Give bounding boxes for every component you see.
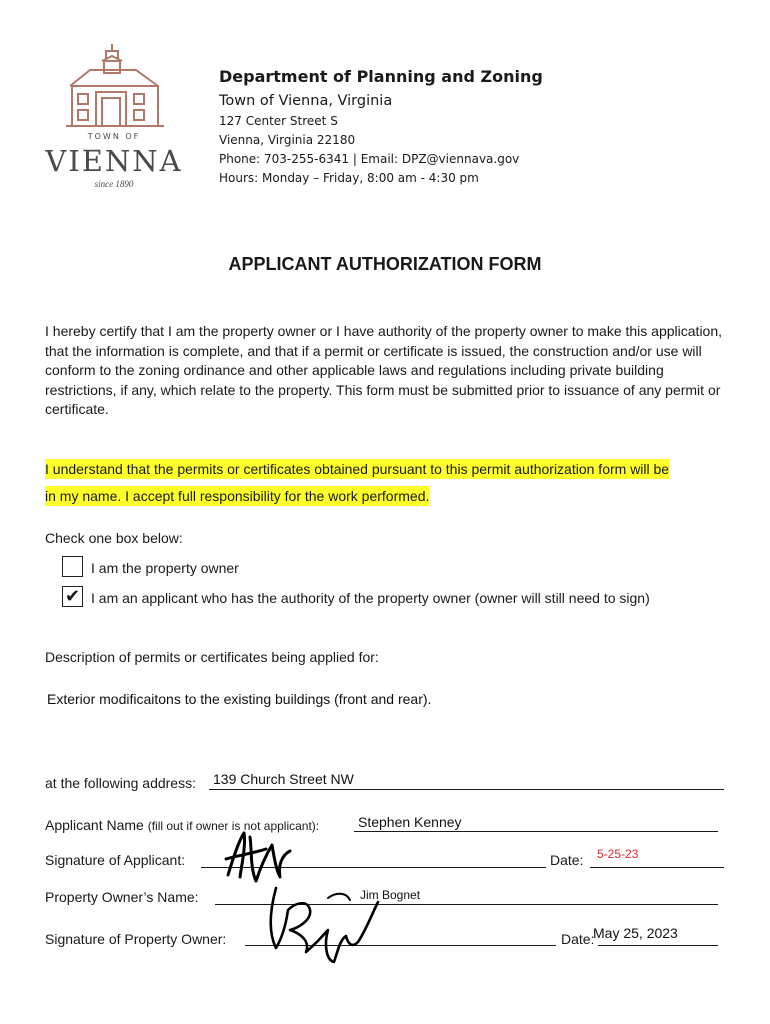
owner-name-field[interactable]: Jim Bognet <box>360 888 421 902</box>
address-street: 127 Center Street S <box>219 114 338 128</box>
contact-info: Phone: 703-255-6341 | Email: DPZ@viennava.gov <box>219 152 520 166</box>
applicant-signature-label: Signature of Applicant: <box>45 852 186 868</box>
authorized-applicant-option-label: I am an applicant who has the authority of the property owner (owner will still need to sign) <box>91 590 650 606</box>
owner-name-line <box>215 904 718 905</box>
checkmark-icon: ✔ <box>64 586 81 606</box>
property-owner-checkbox[interactable] <box>62 556 83 577</box>
address-field[interactable]: 139 Church Street NW <box>213 771 354 787</box>
applicant-name-line <box>354 831 718 832</box>
applicant-name-note: (fill out if owner is not applicant): <box>147 819 320 833</box>
owner-date-line <box>598 945 718 946</box>
logo-since: since 1890 <box>94 179 134 189</box>
check-prompt: Check one box below: <box>45 530 183 546</box>
description-label: Description of permits or certificates being applied for: <box>45 649 379 665</box>
town-hall-icon <box>66 42 166 128</box>
responsibility-statement-line1: I understand that the permits or certificates obtained pursuant to this permit authorization form will be <box>45 461 670 477</box>
office-hours: Hours: Monday – Friday, 8:00 am - 4:30 pm <box>219 171 479 185</box>
responsibility-statement-line2: in my name. I accept full responsibility for the work performed. <box>45 488 430 504</box>
applicant-signature-line <box>201 867 546 868</box>
applicant-date-field[interactable]: 5-25-23 <box>597 847 639 861</box>
logo-town-name: VIENNA <box>45 144 183 178</box>
address-line <box>209 789 724 790</box>
owner-name-label: Property Owner’s Name: <box>45 889 199 905</box>
applicant-signature-icon[interactable] <box>220 825 300 895</box>
authorized-applicant-checkbox[interactable] <box>62 586 83 607</box>
property-owner-option-label: I am the property owner <box>91 560 239 576</box>
address-city: Vienna, Virginia 22180 <box>219 133 356 147</box>
applicant-date-line <box>590 867 724 868</box>
owner-date-field[interactable]: May 25, 2023 <box>593 925 678 941</box>
department-name: Department of Planning and Zoning <box>219 67 543 86</box>
owner-signature-label: Signature of Property Owner: <box>45 931 227 947</box>
address-label: at the following address: <box>45 775 196 791</box>
owner-date-label: Date: <box>561 931 595 947</box>
applicant-name-label <box>45 817 319 833</box>
applicant-name-field[interactable]: Stephen Kenney <box>358 814 462 830</box>
form-title: APPLICANT AUTHORIZATION FORM <box>228 254 542 274</box>
town-name: Town of Vienna, Virginia <box>219 93 393 109</box>
logo-town-of: TOWN OF <box>87 132 141 141</box>
applicant-name-label-text: Applicant Name <box>45 817 144 833</box>
certification-text: I hereby certify that I am the property owner or I have authority of the property owner to make this application, that the information is complete, and that if a permit or certificate is issued, the construction and/or use will conform to the zoning ordinance and other applicable laws and regulations including private building restrictions, if any, which relate to the property. This form must be submitted prior to issuance of any permit or certificate. <box>45 323 723 417</box>
owner-signature-line <box>245 945 556 946</box>
description-field[interactable]: Exterior modificaitons to the existing buildings (front and rear). <box>47 691 432 707</box>
town-logo <box>44 42 184 192</box>
applicant-date-label: Date: <box>550 852 584 868</box>
